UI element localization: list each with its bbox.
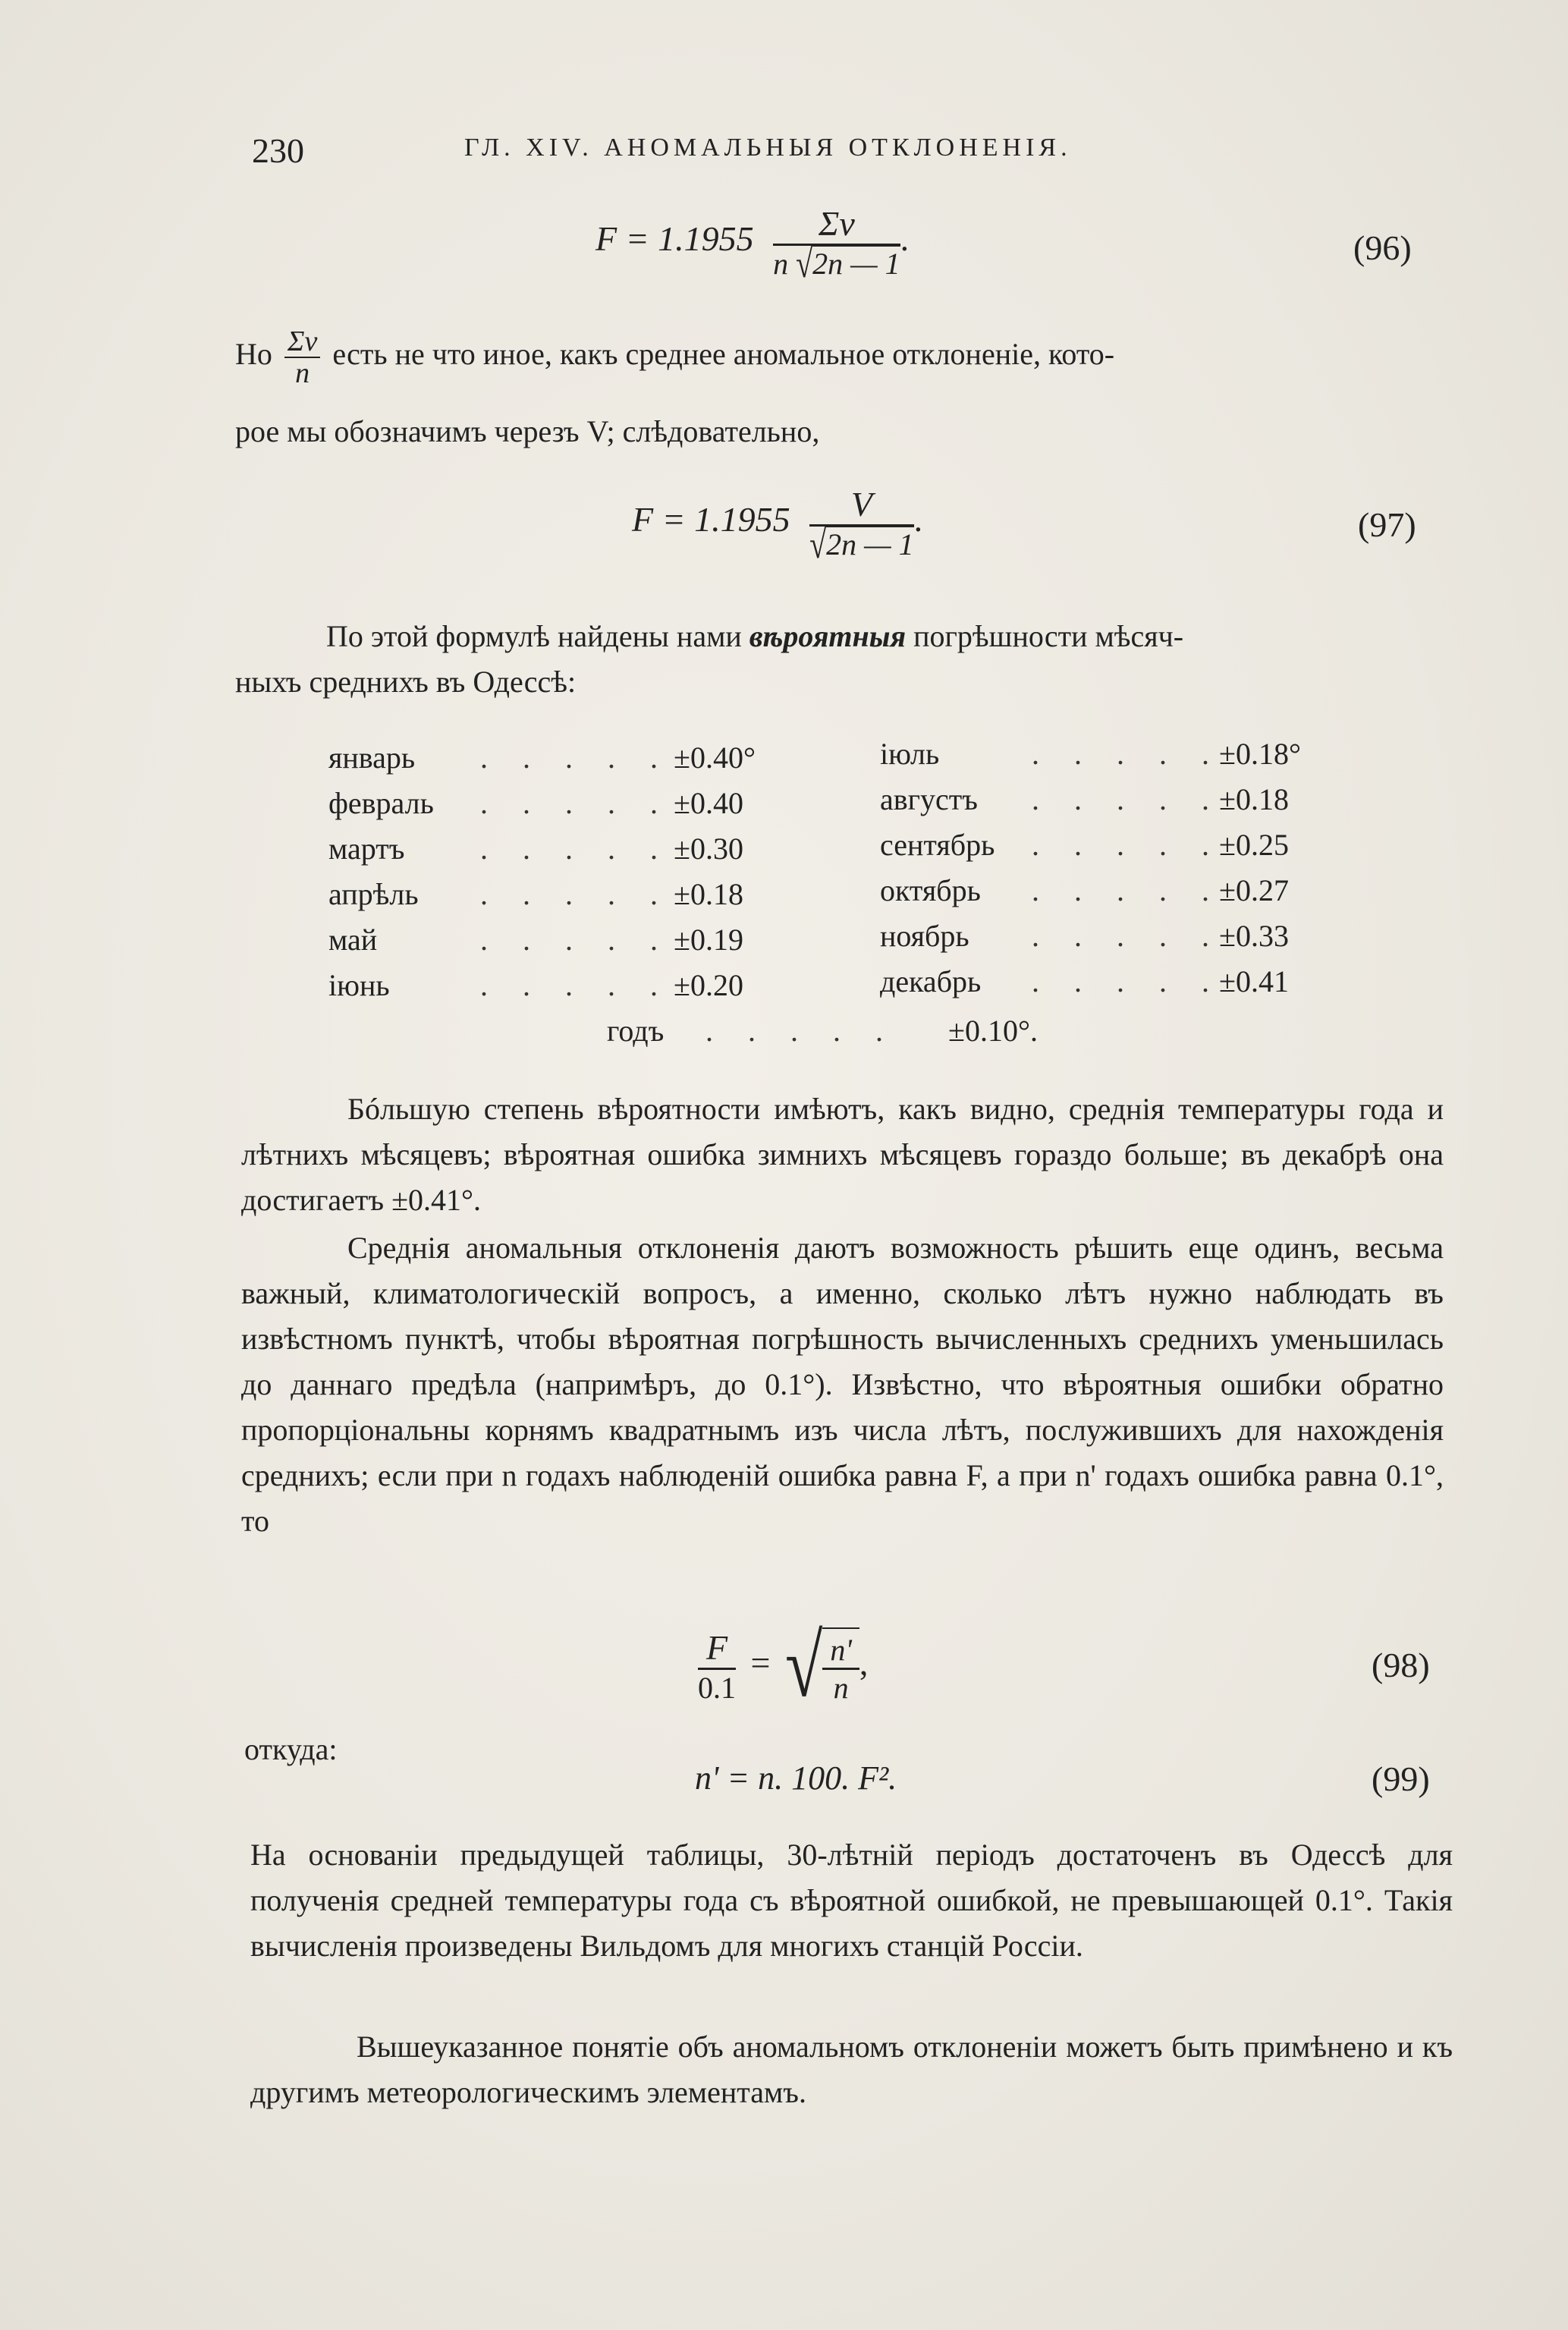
formula-97-numerator: V bbox=[850, 485, 872, 524]
equation-number-96: (96) bbox=[1353, 228, 1412, 267]
sqrt-icon: √ bbox=[796, 241, 813, 286]
formula-97-fraction bbox=[809, 484, 914, 567]
paragraph-5: На основаніи предыдущей таблицы, 30-лѣтній періодъ достаточенъ въ Одессѣ для полученія средней температуры года съ вѣроятной ошибкой, не превышающей 0.1°. Такія вычисленія произведены Вильдомъ для многихъ станцій Россіи. bbox=[250, 1838, 1453, 1963]
formula-96-lhs: F = 1.1955 bbox=[595, 219, 754, 259]
paragraph-1: Но $\frac{\Sigma v}{n}$ есть не что иное, какъ среднее аномальное отклоненіе, кото- bbox=[235, 325, 1115, 389]
book-page: 230 ГЛ. XIV. АНОМАЛЬНЫЯ ОТКЛОНЕНІЯ. F = 1.1955 $\frac{\Sigma v}{n √2n — 1}$ . (96) Но $\frac{\Sigma v}{n}$ есть не что иное, какъ среднее аномальное отклоненіе, кото- рое мы обозначимъ черезъ V; слѣдовательно, F = 1.1955 $\frac{V}{√2n — 1}$ . (97) По этой формулѣ найдены нами вѣроятныя погрѣшности мѣсяч- ныхъ среднихъ въ Одессѣ: январь . . . . . ±0.40° февраль . . . . . ±0.40 мартъ . . . . . ±0.30 апрѣль . . . . . ±0.18 май . . . . . ±0.19 іюнь . . . . . ±0.20 іюль . . . . . ±0.18° августъ . . . . . ±0.18 сентябрь . . . . . ±0.25 октябрь . . . . . ±0.27 ноябрь . . . . . ±0.33 декабрь . . . . . ±0.41 годъ . . . . . ±0.10°. Бóльшую степень вѣроятности имѣютъ, какъ видно, среднія температуры года и лѣтнихъ мѣсяцевъ; вѣроятная ошибка зимнихъ мѣсяцевъ гораздо больше; въ декабрѣ она достигаетъ ±0.41°. Среднія аномальныя отклоненія даютъ возможность рѣшить еще одинъ, весьма важный, климатологическій вопросъ, а именно, сколько лѣтъ нужно наблюдать въ извѣстномъ пунктѣ, чтобы вѣроятная погрѣшность вычисленныхъ среднихъ уменьшилась до даннаго предѣла (напримѣръ, до 0.1°). Извѣстно, что вѣроятныя ошибки обратно пропорціональны корнямъ квадратнымъ изъ числа лѣтъ, послужившихъ для нахожденія среднихъ; если при n годахъ наблюденій ошибка равна F, а при n' годахъ ошибка равна 0.1°, то $\frac{F}{0.1}$ = √ $\frac{n'}{n}$ , (98) откуда: n' = n. 100. F². (99) На основаніи предыдущей таблицы, 30-лѣтній періодъ достаточенъ въ Одессѣ для полученія средней температуры года съ вѣроятной ошибкой, не превышающей 0.1°. Такія вычисленія произведены Вильдомъ для многихъ станцій Россіи. Вышеуказанное понятіе объ аномальномъ отклоненіи можетъ быть примѣнено и къ другимъ метеорологическимъ элементамъ. bbox=[0, 0, 1568, 2330]
formula-98-lhs-fraction: $\frac{F}{0.1}$ bbox=[698, 1628, 736, 1705]
formula-98: $\frac{F}{0.1}$ = √ $\frac{n'}{n}$ , bbox=[698, 1627, 868, 1706]
formula-97-lhs: F = 1.1955 bbox=[632, 500, 790, 539]
formula-97-denominator: √2n — 1 bbox=[809, 522, 914, 567]
paragraph-2: По этой формулѣ найдены нами вѣроятныя погрѣшности мѣсяч- bbox=[326, 619, 1184, 653]
equation-number-99: (99) bbox=[1372, 1759, 1430, 1798]
formula-96-numerator: Σv bbox=[819, 204, 855, 243]
formula-96-denominator: n √2n — 1 bbox=[773, 241, 900, 286]
formula-96-fraction bbox=[773, 203, 900, 286]
paragraph-3: Бóльшую степень вѣроятности имѣютъ, какъ видно, среднія температуры года и лѣтнихъ мѣсяцевъ; вѣроятная ошибка зимнихъ мѣсяцевъ гораздо больше; въ декабрѣ она достигаетъ ±0.41°. bbox=[241, 1092, 1444, 1217]
sqrt-icon: √ bbox=[809, 522, 827, 567]
inline-fraction-sum-v-over-n: $\frac{\Sigma v}{n}$ bbox=[284, 326, 320, 388]
formula-97: F = 1.1955 $\frac{V}{√2n — 1}$ . bbox=[632, 485, 923, 567]
paragraph-6: Вышеуказанное понятіе объ аномальномъ отклоненіи можетъ быть примѣнено и къ другимъ метеорологическимъ элементамъ. bbox=[250, 2030, 1453, 2109]
paragraph-4: Среднія аномальныя отклоненія даютъ возможность рѣшить еще одинъ, весьма важный, климатологическій вопросъ, а именно, сколько лѣтъ нужно наблюдать въ извѣстномъ пунктѣ, чтобы вѣроятная погрѣшность вычисленныхъ среднихъ уменьшилась до даннаго предѣла (напримѣръ, до 0.1°). Извѣстно, что вѣроятныя ошибки обратно пропорціональны корнямъ квадратнымъ изъ числа лѣтъ, послужившихъ для нахожденія среднихъ; если при n годахъ наблюденій ошибка равна F, а при n' годахъ ошибка равна 0.1°, то bbox=[241, 1231, 1444, 1538]
paragraph-1-line-2: рое мы обозначимъ черезъ V; слѣдовательно, bbox=[235, 414, 820, 448]
sqrt-icon: √ bbox=[784, 1618, 823, 1715]
page-number: 230 bbox=[252, 131, 304, 170]
formula-98-rhs-fraction: $\frac{n'}{n}$ bbox=[822, 1627, 859, 1706]
running-title: ГЛ. XIV. АНОМАЛЬНЫЯ ОТКЛОНЕНІЯ. bbox=[464, 134, 1072, 162]
formula-99: n' = n. 100. F². bbox=[695, 1759, 897, 1797]
equation-number-97: (97) bbox=[1358, 505, 1416, 544]
formula-96: F = 1.1955 $\frac{\Sigma v}{n √2n — 1}$ . bbox=[595, 204, 910, 286]
whence-label: откуда: bbox=[244, 1732, 338, 1766]
emphasis-probable: вѣроятныя bbox=[749, 619, 907, 653]
equation-number-98: (98) bbox=[1372, 1646, 1430, 1684]
paragraph-2-line-2: ныхъ среднихъ въ Одессѣ: bbox=[235, 665, 577, 699]
